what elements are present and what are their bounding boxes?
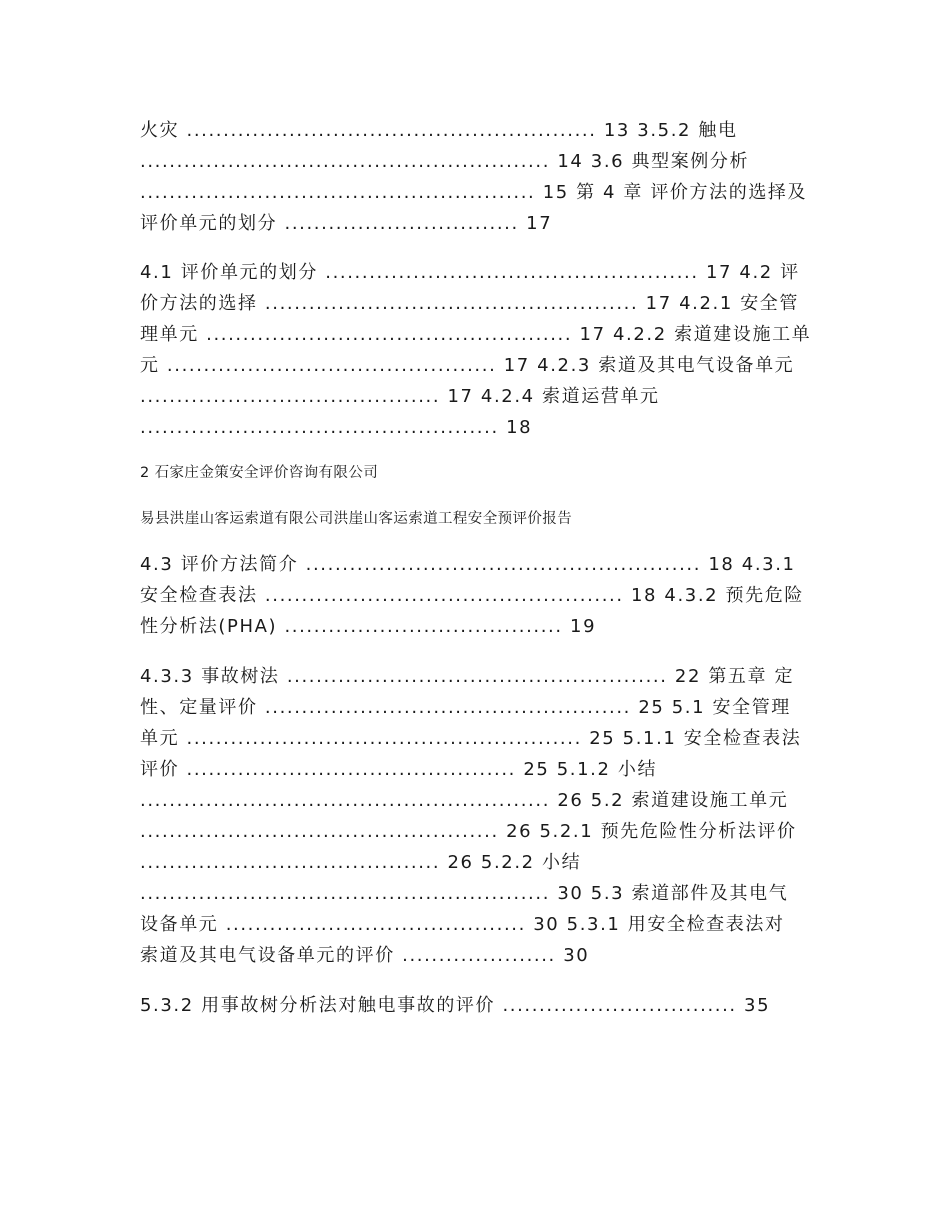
toc-line: 性、定量评价 .................................................. 25 5.1 安全管理: [140, 697, 791, 718]
toc-line: 理单元 .................................................. 17 4.2.2 索道建设施工单: [140, 324, 812, 345]
toc-line: ................................................. 18: [140, 417, 533, 438]
page-header-report-title: 易县洪崖山客运索道有限公司洪崖山客运索道工程安全预评价报告: [140, 511, 573, 527]
toc-line: ........................................................ 14 3.6 典型案例分析: [140, 151, 750, 172]
toc-line: ......................................... 26 5.2.2 小结: [140, 852, 582, 873]
toc-line: 4.3 评价方法简介 ...................................................... 18 4.3.1: [140, 554, 796, 575]
toc-line: 火灾 ........................................................ 13 3.5.2 触电: [140, 120, 738, 141]
toc-line: 评价单元的划分 ................................ 17: [140, 213, 553, 234]
toc-line: 单元 ...................................................... 25 5.1.1 安全检查表法: [140, 728, 802, 749]
toc-line: 评价 ............................................. 25 5.1.2 小结: [140, 759, 658, 780]
toc-line: 元 ............................................. 17 4.2.3 索道及其电气设备单元: [140, 355, 795, 376]
toc-line: 索道及其电气设备单元的评价 ..................... 30: [140, 945, 590, 966]
toc-line: ........................................................ 30 5.3 索道部件及其电气: [140, 883, 789, 904]
toc-line: 性分析法(PHA) ...................................... 19: [140, 616, 597, 637]
toc-line: 5.3.2 用事故树分析法对触电事故的评价 ................................ 35: [140, 995, 771, 1016]
toc-line: 价方法的选择 ................................................... 17 4.2.1 安全管: [140, 293, 799, 314]
toc-line: 设备单元 ......................................... 30 5.3.1 用安全检查表法对: [140, 914, 785, 935]
toc-line: ................................................. 26 5.2.1 预先危险性分析法评价: [140, 821, 797, 842]
toc-line: ......................................... 17 4.2.4 索道运营单元: [140, 386, 660, 407]
toc-line: ........................................................ 26 5.2 索道建设施工单元: [140, 790, 789, 811]
toc-line: 4.3.3 事故树法 .................................................... 22 第五章 定: [140, 666, 795, 687]
toc-line: ...................................................... 15 第 4 章 评价方法的选择及: [140, 182, 808, 203]
toc-line: 安全检查表法 ................................................. 18 4.3.2 预先危险: [140, 585, 804, 606]
toc-line: 4.1 评价单元的划分 ................................................... 17 4.2 评: [140, 262, 800, 283]
page-footer-company: 2 石家庄金策安全评价咨询有限公司: [140, 465, 379, 481]
